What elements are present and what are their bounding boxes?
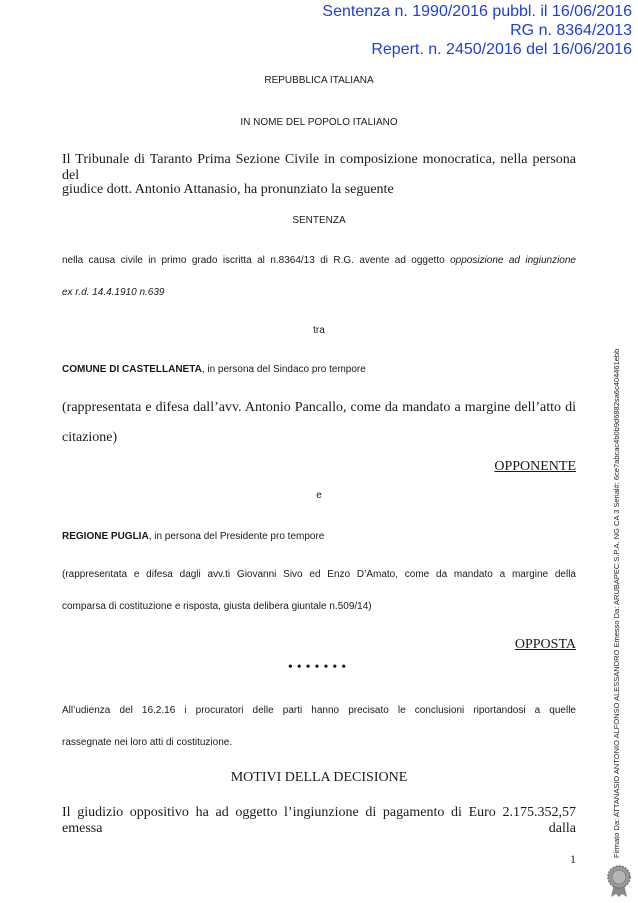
comune-party (62, 364, 366, 375)
header-repert-line: Repert. n. 2450/2016 del 16/06/2016 (371, 41, 632, 58)
intro-line-2: giudice dott. Antonio Attanasio, ha pronunziato la seguente (62, 182, 394, 197)
sentenza-heading: SENTENZA (292, 215, 346, 226)
repubblica-heading: REPUBBLICA ITALIANA (264, 75, 374, 86)
regione-rest: , in persona del Presidente pro tempore (148, 531, 325, 542)
causa-line-1 (62, 255, 576, 266)
udienza-line-1: All’udienza del 16.2.16 i procuratori delle parti hanno precisato le conclusioni riportandosi a quelle (62, 705, 576, 716)
motivi-heading: MOTIVI DELLA DECISIONE (230, 770, 408, 785)
page-number: 1 (570, 852, 576, 866)
causa-object: opposizione ad ingiunzione (450, 255, 576, 266)
comune-name: COMUNE DI CASTELLANETA (62, 364, 202, 375)
separator-dots: ••••••• (287, 660, 351, 675)
causa-line-2: ex r.d. 14.4.1910 n.639 (62, 287, 165, 298)
tra-label: tra (313, 325, 325, 336)
regione-party (62, 531, 324, 542)
rapp1-line-1: (rappresentata e difesa dall’avv. Antonio Pancallo, come da mandato a margine dell’atto di (62, 400, 576, 415)
opponente-label: OPPONENTE (494, 459, 576, 474)
rapp1-line-2: citazione) (62, 430, 118, 445)
regione-name: REGIONE PUGLIA (62, 531, 149, 542)
intro-line-1: Il Tribunale di Taranto Prima Sezione Civile in composizione monocratica, nella persona del (62, 152, 576, 183)
header-rg-line: RG n. 8364/2013 (510, 22, 632, 39)
header-sentenza-line: Sentenza n. 1990/2016 pubbl. il 16/06/2016 (322, 3, 632, 20)
comune-rest: , in persona del Sindaco pro tempore (201, 364, 366, 375)
registry-header (322, 2, 632, 59)
giudizio-line-1: Il giudizio oppositivo ha ad oggetto l’ingiunzione di pagamento di Euro 2.175.352,57 emessa dalla (62, 805, 576, 836)
udienza-line-2: rassegnate nei loro atti di costituzione. (62, 737, 233, 748)
popolo-heading: IN NOME DEL POPOLO ITALIANO (240, 117, 398, 128)
e-label: e (316, 490, 322, 501)
rapp2-line-2: comparsa di costituzione e risposta, giusta delibera giuntale n.509/14) (62, 601, 372, 612)
opposta-label: OPPOSTA (514, 637, 576, 652)
rapp2-line-1: (rappresentata e difesa dagli avv.ti Giovanni Sivo ed Enzo D’Amato, come da mandato a margine della (62, 569, 576, 580)
causa-text: nella causa civile in primo grado iscritta al n.8364/13 di R.G. avente ad oggetto (62, 255, 451, 266)
digital-signature-text: Firmato Da: ATTANASIO ANTONIO ALFONSO ALESSANDRO Emesso Da: ARUBAPEC S.P.A. NG CA 3 Serial#: 6ce7abcac4b0b9d6882sa6c404461ebb (612, 348, 621, 858)
seal-icon (605, 864, 633, 898)
